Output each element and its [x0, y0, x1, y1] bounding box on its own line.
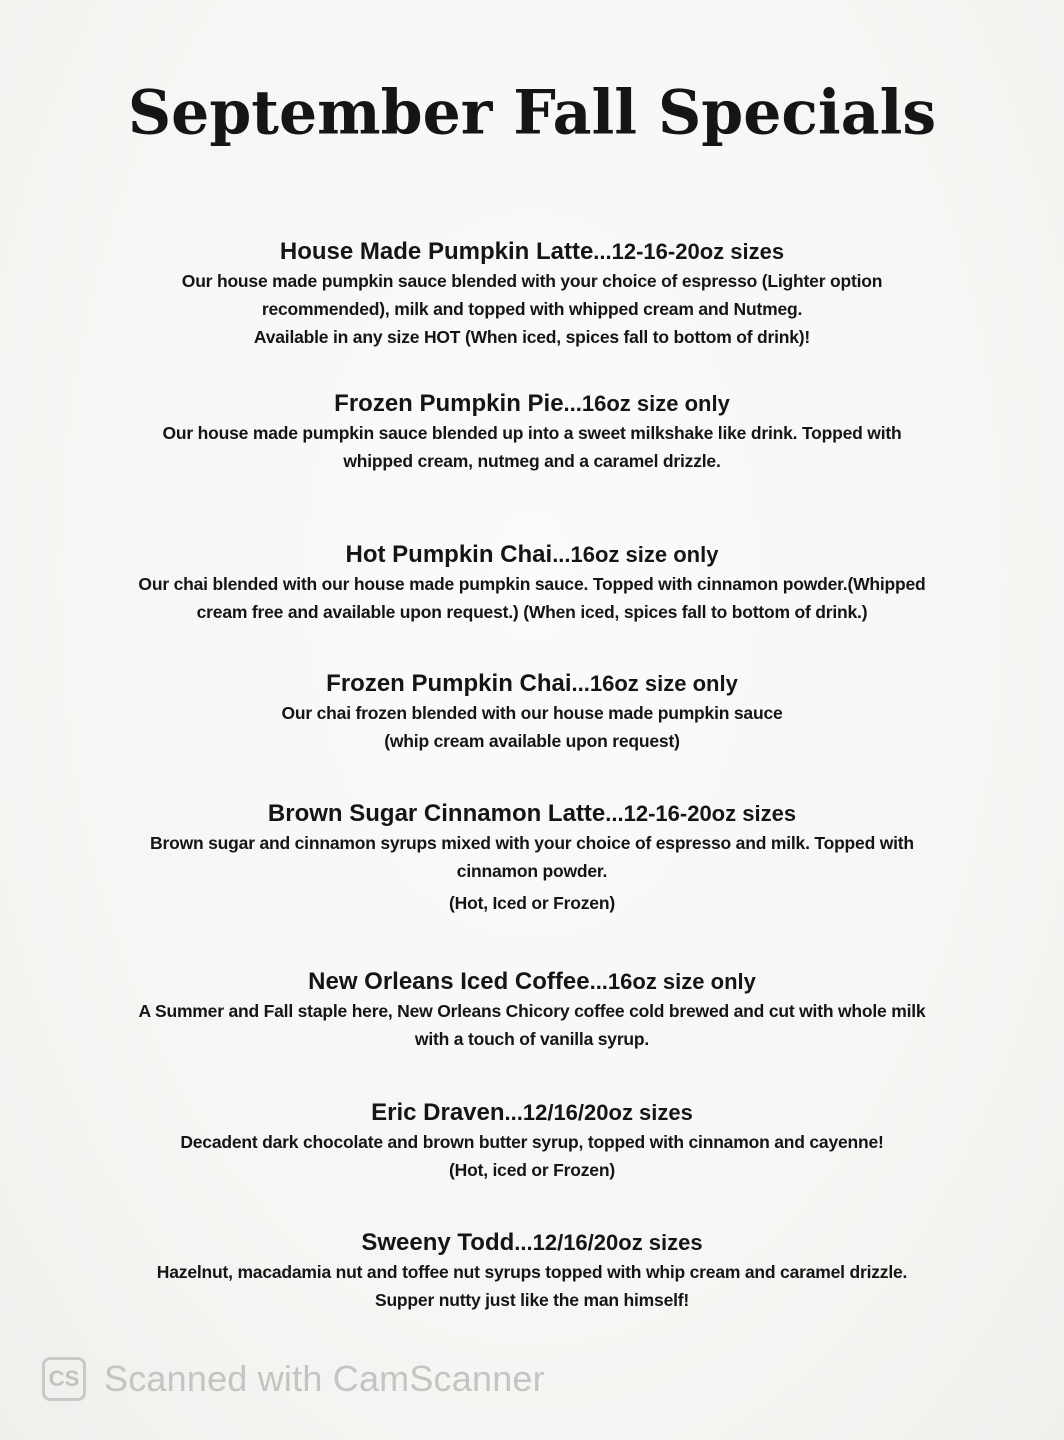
menu-item-eric-draven [0, 1097, 1064, 1184]
item-description [0, 570, 1064, 626]
item-name: Frozen Pumpkin Pie [334, 390, 564, 417]
item-title [0, 1227, 1064, 1258]
item-name: Frozen Pumpkin Chai [326, 670, 572, 697]
item-description [0, 997, 1064, 1053]
item-name: New Orleans Iced Coffee [308, 968, 590, 995]
description-line: (Hot, iced or Frozen) [449, 1160, 615, 1180]
menu-item-frozen-pumpkin-chai [0, 668, 1064, 755]
item-title [0, 388, 1064, 419]
description-line: Our house made pumpkin sauce blended up into a sweet milkshake like drink. Topped with [162, 423, 902, 443]
item-size: ...12/16/20oz sizes [504, 1100, 693, 1125]
description-line: (Hot, Iced or Frozen) [449, 893, 615, 913]
menu-item-frozen-pumpkin-pie [0, 388, 1064, 475]
item-title [0, 1097, 1064, 1128]
description-line: whipped cream, nutmeg and a caramel drizzle. [343, 451, 721, 471]
item-description [0, 829, 1064, 917]
menu-item-house-made-pumpkin-latte [0, 236, 1064, 351]
item-name: Brown Sugar Cinnamon Latte [267, 800, 606, 827]
menu-item-brown-sugar-cinnamon-latte [0, 798, 1064, 917]
camscanner-watermark [42, 1355, 545, 1403]
menu-item-new-orleans-iced-coffee [0, 966, 1064, 1053]
menu-item-sweeny-todd [0, 1227, 1064, 1314]
description-line: Decadent dark chocolate and brown butter syrup, topped with cinnamon and cayenne! [180, 1132, 884, 1152]
item-size: ...16oz size only [552, 542, 719, 567]
description-line: recommended), milk and topped with whipped cream and Nutmeg. [261, 299, 803, 319]
item-size: ...16oz size only [563, 391, 730, 416]
description-line: Available in any size HOT (When iced, spices fall to bottom of drink)! [253, 327, 811, 347]
item-title [0, 668, 1064, 699]
item-description [0, 1258, 1064, 1314]
watermark-text: Scanned with CamScanner [104, 1358, 545, 1399]
item-title [0, 798, 1064, 829]
item-name: Hot Pumpkin Chai [345, 541, 553, 568]
menu-item-hot-pumpkin-chai [0, 539, 1064, 626]
item-size: ...12-16-20oz sizes [593, 239, 785, 264]
camscanner-logo-icon: CS [42, 1357, 86, 1401]
item-title [0, 236, 1064, 267]
item-description [0, 419, 1064, 475]
description-line: Our chai blended with our house made pumpkin sauce. Topped with cinnamon powder.(Whipped [138, 574, 926, 594]
item-size: ...12-16-20oz sizes [605, 801, 797, 826]
item-description [0, 267, 1064, 351]
description-line: (whip cream available upon request) [384, 731, 680, 751]
item-description [0, 699, 1064, 755]
item-name: House Made Pumpkin Latte [279, 238, 594, 265]
item-size: ...16oz size only [571, 671, 738, 696]
description-line: Hazelnut, macadamia nut and toffee nut syrups topped with whip cream and caramel drizzle. [156, 1262, 908, 1282]
item-size: ...12/16/20oz sizes [514, 1230, 703, 1255]
description-line: cream free and available upon request.) (When iced, spices fall to bottom of drink.) [196, 602, 868, 622]
description-line: Our house made pumpkin sauce blended with your choice of espresso (Lighter option [181, 271, 883, 291]
description-line: Our chai frozen blended with our house made pumpkin sauce [281, 703, 783, 723]
item-title [0, 966, 1064, 997]
description-line: Supper nutty just like the man himself! [374, 1290, 690, 1310]
item-name: Sweeny Todd [361, 1229, 515, 1256]
page-title: September Fall Specials [127, 77, 937, 149]
description-line: with a touch of vanilla syrup. [414, 1029, 650, 1049]
description-line: A Summer and Fall staple here, New Orleans Chicory coffee cold brewed and cut with whole milk [138, 1001, 926, 1021]
item-title [0, 539, 1064, 570]
item-name: Eric Draven [371, 1099, 505, 1126]
item-size: ...16oz size only [589, 969, 756, 994]
item-description [0, 1128, 1064, 1184]
description-line: cinnamon powder. [456, 861, 608, 881]
description-line: Brown sugar and cinnamon syrups mixed with your choice of espresso and milk. Topped with [150, 833, 914, 853]
